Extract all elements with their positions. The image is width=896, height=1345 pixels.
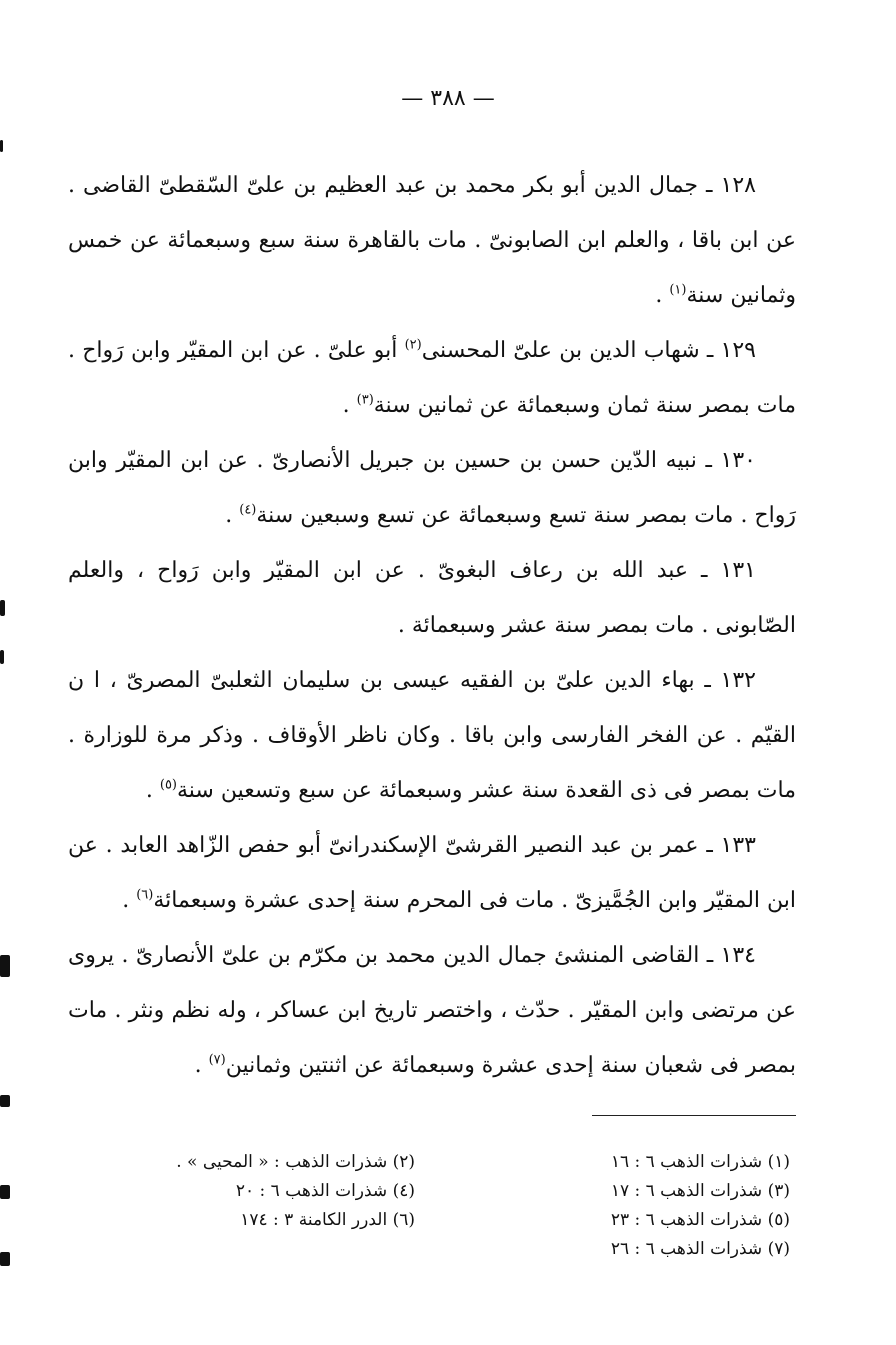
footnote-ref: (٥) bbox=[159, 777, 177, 793]
entry-text: ١٣١ ـ عبد الله بن رعاف البغوىّ . عن ابن المقيّر وابن رَواح ، والعلم الصّابونى . مات بمصر سنة عشر وسبعمائة . bbox=[68, 558, 796, 638]
entry-text: ١٣٤ ـ القاضى المنشئ جمال الدين محمد بن مكرّم بن علىّ الأنصارىّ . يروى عن مرتضى وابن المقيّر . حدّث ، واختصر تاريخ ابن عساكر ، وله نظم ونثر . مات بمصر فى شعبان سنة إحدى عشرة وسبعمائة عن اثنتين وثمانين bbox=[68, 943, 796, 1078]
footnote-6: (٦) الدرر الكامنة ٣ : ١٧٤ bbox=[240, 1210, 415, 1230]
scan-edge-mark bbox=[0, 1185, 10, 1199]
footnote-4: (٤) شذرات الذهب ٦ : ٢٠ bbox=[235, 1181, 415, 1201]
footnote-2: (٢) شذرات الذهب : « المحيى » . bbox=[176, 1152, 415, 1172]
entry-text: ١٣٣ ـ عمر بن عبد النصير القرشىّ الإسكندرانىّ أبو حفص الزّاهد العابد . عن ابن المقيّر وابن الجُمَّيزىّ . مات فى المحرم سنة إحدى عشرة وسبعمائة bbox=[68, 833, 796, 913]
entry-134: ١٣٤ ـ القاضى المنشئ جمال الدين محمد بن مكرّم بن علىّ الأنصارىّ . يروى عن مرتضى وابن المقيّر . حدّث ، واختصر تاريخ ابن عساكر ، وله نظم ونثر . مات بمصر فى شعبان سنة إحدى عشرة وسبعمائة عن اثنتين وثمانين$^{(٧)}$ . bbox=[68, 943, 796, 1078]
footnote-3: (٣) شذرات الذهب ٦ : ١٧ bbox=[610, 1181, 790, 1201]
scan-edge-mark bbox=[0, 140, 3, 152]
entry-132: ١٣٢ ـ بهاء الدين علىّ بن الفقيه عيسى بن سليمان الثعلبىّ المصرىّ ، ا ن القيّم . عن الفخر الفارسى وابن باقا . وكان ناظر الأوقاف . وذكر مرة للوزارة . مات بمصر فى ذى القعدة سنة عشر وسبعمائة عن سبع وتسعين سنة$^{(٥)}$ . bbox=[68, 668, 796, 803]
footnote-separator bbox=[592, 1115, 796, 1116]
footnotes bbox=[150, 1148, 790, 1264]
biography-entries bbox=[68, 158, 796, 1093]
entry-133: ١٣٣ ـ عمر بن عبد النصير القرشىّ الإسكندرانىّ أبو حفص الزّاهد العابد . عن ابن المقيّر وابن الجُمَّيزىّ . مات فى المحرم سنة إحدى عشرة وسبعمائة$^{(٦)}$ . bbox=[68, 833, 796, 913]
entry-128: ١٢٨ ـ جمال الدين أبو بكر محمد بن عبد العظيم بن علىّ السّقطىّ القاضى . عن ابن باقا ، والعلم ابن الصابونىّ . مات بالقاهرة سنة سبع وسبعمائة عن خمس وثمانين سنة$^{(١)}$ . bbox=[68, 173, 796, 308]
entry-131 bbox=[68, 543, 796, 653]
footnote-5: (٥) شذرات الذهب ٦ : ٢٣ bbox=[610, 1210, 790, 1230]
footnote-ref: (١) bbox=[669, 282, 687, 298]
footnote-ref: (٦) bbox=[136, 887, 154, 903]
scan-edge-mark bbox=[0, 1095, 10, 1107]
entry-129: ١٢٩ ـ شهاب الدين بن علىّ المحسنى$^{(٢)}$ أبو علىّ . عن ابن المقيّر وابن رَواح . مات بمصر سنة ثمان وسبعمائة عن ثمانين سنة$^{(٣)}$ . bbox=[68, 337, 796, 418]
scan-edge-mark bbox=[0, 955, 10, 977]
scan-edge-mark bbox=[0, 1252, 10, 1266]
footnote-ref: (٧) bbox=[208, 1052, 226, 1068]
entry-text: ١٣٠ ـ نبيه الدّين حسن بن حسين بن جبريل الأنصارىّ . عن ابن المقيّر وابن رَواح . مات بمصر سنة تسع وسبعمائة عن تسع وسبعين سنة bbox=[68, 448, 796, 528]
entry-130: ١٣٠ ـ نبيه الدّين حسن بن حسين بن جبريل الأنصارىّ . عن ابن المقيّر وابن رَواح . مات بمصر سنة تسع وسبعمائة عن تسع وسبعين سنة$^{(٤)}$ . bbox=[68, 448, 796, 528]
footnote-ref: (٣) bbox=[356, 392, 374, 408]
footnote-ref: (٤) bbox=[239, 502, 257, 518]
footnote-1: (١) شذرات الذهب ٦ : ١٦ bbox=[610, 1152, 790, 1172]
entry-text: ١٢٩ ـ شهاب الدين بن علىّ المحسنى$^{(٢)}$ أبو علىّ . عن ابن المقيّر وابن رَواح . مات بمصر سنة ثمان وسبعمائة عن ثمانين سنة bbox=[68, 337, 796, 418]
scan-edge-mark bbox=[0, 600, 5, 616]
footnote-ref: (٢) bbox=[404, 337, 422, 353]
entry-text: ١٣٢ ـ بهاء الدين علىّ بن الفقيه عيسى بن سليمان الثعلبىّ المصرىّ ، ا ن القيّم . عن الفخر الفارسى وابن باقا . وكان ناظر الأوقاف . وذكر مرة للوزارة . مات بمصر فى ذى القعدة سنة عشر وسبعمائة عن سبع وتسعين سنة bbox=[68, 668, 796, 803]
entry-text: ١٢٨ ـ جمال الدين أبو بكر محمد بن عبد العظيم بن علىّ السّقطىّ القاضى . عن ابن باقا ، والعلم ابن الصابونىّ . مات بالقاهرة سنة سبع وسبعمائة عن خمس وثمانين سنة bbox=[68, 173, 796, 308]
scan-edge-mark bbox=[0, 650, 4, 664]
page-number: — ٣٨٨ — bbox=[401, 86, 495, 111]
footnote-7: (٧) شذرات الذهب ٦ : ٢٦ bbox=[610, 1239, 790, 1259]
